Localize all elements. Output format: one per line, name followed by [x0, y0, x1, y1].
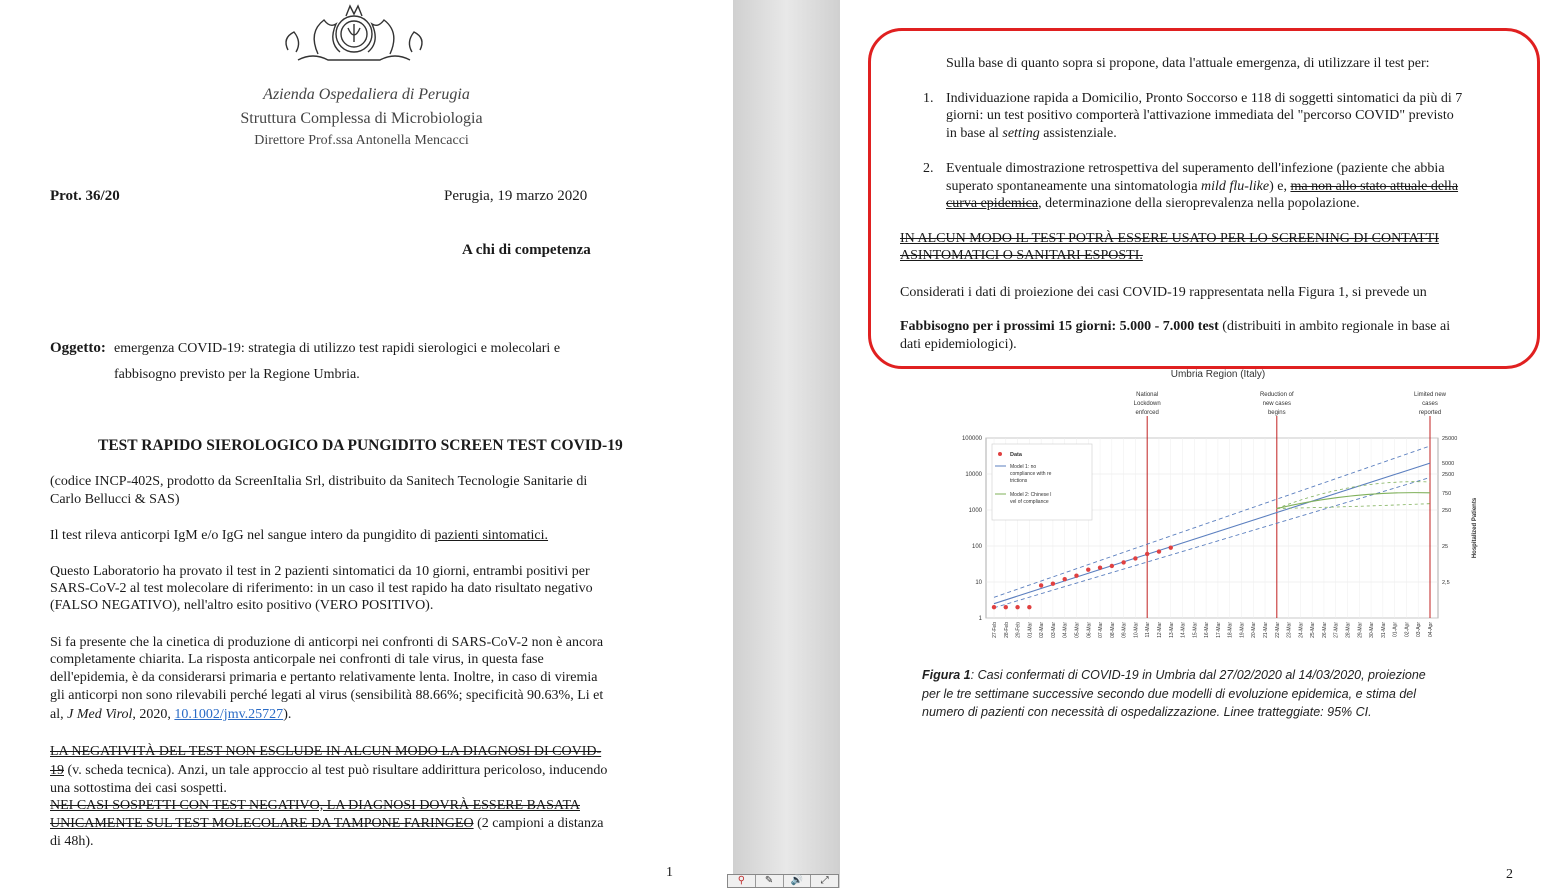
data-point — [1051, 581, 1055, 585]
hospital-crest-logo — [268, 2, 440, 68]
italic-text: setting — [1002, 126, 1040, 141]
data-point — [1027, 605, 1031, 609]
caption-label: Figura 1 — [922, 668, 971, 682]
data-point — [1086, 567, 1090, 571]
paragraph-line: Carlo Bellucci & SAS) — [50, 492, 180, 507]
legend-label: Model 1: no — [1010, 464, 1037, 470]
warning-line: IN ALCUN MODO IL TEST POTRÀ ESSERE USATO PER LO SCREENING DI CONTATTI — [900, 231, 1439, 246]
paragraph-line: (codice INCP-402S, prodotto da ScreenItalia Srl, distribuito da Sanitech Tecnologie Sanitarie di — [50, 474, 588, 489]
x-tick-label: 28-Feb — [1003, 622, 1010, 638]
y-tick-label: 10000 — [965, 472, 982, 478]
data-point — [1169, 545, 1173, 549]
right-tick-label: 25 — [1442, 544, 1449, 550]
x-tick-label: 28-Mar — [1345, 622, 1352, 638]
event-label: begins — [1267, 410, 1286, 416]
projection-text: Considerati i dati di proiezione dei casi COVID-19 rappresentata nella Figura 1, si prevede un — [900, 285, 1427, 300]
list-item-line — [946, 178, 1458, 196]
event-label: cases — [1422, 401, 1438, 407]
event-label: Lockdown — [1133, 401, 1161, 407]
subject-line: fabbisogno previsto per la Regione Umbria. — [114, 367, 360, 382]
paragraph-text: (2 campioni a distanza — [473, 816, 604, 831]
x-tick-label: 21-Mar — [1263, 622, 1270, 638]
x-tick-label: 04-Mar — [1062, 622, 1069, 638]
requirement-text: (distribuiti in ambito regionale in base ai — [1218, 319, 1451, 334]
x-tick-label: 03-Mar — [1050, 622, 1057, 638]
right-tick-label: 25000 — [1442, 436, 1458, 442]
chart-title: Umbria Region (Italy) — [1170, 369, 1266, 380]
list-item-line — [946, 125, 1117, 143]
list-item-text: , determinazione della sieroprevalenza nella popolazione. — [1038, 196, 1360, 211]
x-tick-label: 17-Mar — [1215, 622, 1222, 638]
page-number: 2 — [1506, 867, 1513, 882]
warning-line: LA NEGATIVITÀ DEL TEST NON ESCLUDE IN ALCUN MODO LA DIAGNOSI DI COVID- — [50, 744, 602, 759]
event-label: Reduction of — [1259, 392, 1294, 398]
department-name: Struttura Complessa di Microbiologia — [240, 110, 483, 127]
legend-label: trictions — [1010, 478, 1028, 484]
warning-line: ASINTOMATICI O SANITARI ESPOSTI. — [900, 248, 1143, 263]
x-tick-label: 29-Mar — [1357, 622, 1364, 638]
event-label: reported — [1418, 410, 1442, 416]
subject-label: Oggetto: — [50, 340, 106, 356]
paragraph-line: (FALSO NEGATIVO), nell'altro esito positivo (VERO POSITIVO). — [50, 598, 434, 613]
viewer-toolbar — [727, 874, 839, 888]
x-tick-label: 27-Mar — [1333, 622, 1340, 638]
place-date: Perugia, 19 marzo 2020 — [444, 188, 588, 204]
hospital-name: Azienda Ospedaliera di Perugia — [263, 86, 470, 103]
x-tick-label: 01-Mar — [1027, 622, 1034, 638]
struck-text: curva epidemica — [946, 196, 1039, 211]
caption-text: : Casi confermati di COVID-19 in Umbria dal 27/02/2020 al 14/03/2020, proiezione — [970, 668, 1426, 682]
subject-line: emergenza COVID-19: strategia di utilizzo test rapidi sierologici e molecolari e — [114, 341, 561, 356]
list-item-text: in base al — [946, 126, 1003, 141]
warning-text: UNICAMENTE SUL TEST MOLECOLARE DA TAMPONE FARINGEO — [50, 816, 474, 831]
paragraph-line: SARS-CoV-2 al test molecolare di riferimento: in un caso il test rapido ha dato risultato negativo — [50, 581, 593, 596]
x-tick-label: 01-Apr — [1392, 622, 1399, 638]
paragraph-line — [50, 762, 607, 780]
data-point — [1157, 549, 1161, 553]
journal-name: J Med Virol — [67, 707, 133, 722]
requirement-line: dati epidemiologici). — [900, 337, 1017, 352]
x-tick-label: 14-Mar — [1180, 622, 1187, 638]
data-point — [1110, 564, 1114, 568]
doi-link[interactable]: 10.1002/jmv.25727 — [174, 707, 284, 722]
paragraph-line — [50, 815, 603, 833]
x-tick-label: 18-Mar — [1227, 622, 1234, 638]
x-tick-label: 13-Mar — [1168, 622, 1175, 638]
legend-label: vel of compliance — [1010, 499, 1049, 505]
x-tick-label: 06-Mar — [1086, 622, 1093, 638]
recipient: A chi di competenza — [462, 242, 591, 258]
right-tick-label: 750 — [1442, 490, 1452, 497]
paragraph-line: completamente chiarita. La risposta anticorpale nei confronti di tale virus, in questa fase — [50, 652, 544, 667]
right-axis-label: Hospitalized Patients — [1472, 497, 1478, 559]
y-tick-label: 100000 — [961, 436, 982, 442]
warning-line: NEI CASI SOSPETTI CON TEST NEGATIVO, LA DIAGNOSI DOVRÀ ESSERE BASATA — [50, 798, 580, 813]
page-number: 1 — [666, 865, 673, 880]
list-item-line: Individuazione rapida a Domicilio, Pronto Soccorso e 118 di soggetti sintomatici da più di 7 — [946, 91, 1463, 106]
event-label: Limited new — [1413, 392, 1447, 398]
protocol-number: Prot. 36/20 — [50, 188, 120, 204]
page-gap — [733, 0, 840, 888]
paragraph-text: , 2020, — [132, 707, 175, 722]
data-point — [1133, 556, 1137, 560]
paragraph-line — [50, 706, 291, 724]
x-tick-label: 16-Mar — [1204, 622, 1211, 638]
director-name: Direttore Prof.ssa Antonella Mencacci — [254, 133, 469, 148]
list-item-line: Eventuale dimostrazione retrospettiva del superamento dell'infezione (paziente che abbia — [946, 161, 1445, 176]
x-tick-label: 11-Mar — [1145, 622, 1152, 638]
data-point — [992, 605, 996, 609]
document-page-2 — [840, 0, 1554, 888]
legend-label: Model 2: Chinese l — [1010, 492, 1052, 498]
pen-icon[interactable]: ✎ — [756, 875, 784, 887]
list-item-text: ) e, — [1269, 179, 1291, 194]
x-tick-label: 05-Mar — [1074, 622, 1081, 638]
warning-text: 19 — [50, 763, 64, 778]
data-point — [1039, 583, 1043, 587]
list-item-text: superato spontaneamente una sintomatologia — [946, 179, 1202, 194]
paragraph-text: (v. scheda tecnica). Anzi, un tale approccio al test può risultare addirittura pericoloso, inducendo — [64, 763, 608, 778]
x-tick-label: 26-Mar — [1321, 622, 1328, 638]
struck-text: ma non allo stato attuale della — [1290, 179, 1459, 194]
paragraph-line: gli anticorpi non sono rilevabili perché legati al virus (sensibilità 88.66%; specificità 90.63%, Li et — [50, 688, 604, 703]
section-title: TEST RAPIDO SIEROLOGICO DA PUNGIDITO SCREEN TEST COVID-19 — [98, 437, 623, 454]
event-label: enforced — [1135, 410, 1159, 416]
list-item-line: giorni: un test positivo comporterà l'attivazione immediata del "percorso COVID" previsto — [946, 108, 1454, 123]
document-page-1 — [0, 0, 733, 888]
paragraph-line — [50, 527, 548, 545]
x-tick-label: 04-Apr — [1428, 622, 1434, 638]
paragraph-line: Questo Laboratorio ha provato il test in 2 pazienti sintomatici da 10 giorni, entrambi positivi per — [50, 564, 590, 579]
x-tick-label: 29-Feb — [1015, 622, 1022, 638]
y-tick-label: 100 — [971, 544, 982, 550]
x-tick-label: 25-Mar — [1310, 622, 1317, 638]
x-tick-label: 24-Mar — [1298, 622, 1305, 638]
paragraph-text: al, — [50, 707, 68, 722]
data-point — [1063, 577, 1067, 581]
x-tick-label: 02-Apr — [1404, 622, 1411, 638]
data-point — [1145, 552, 1149, 556]
data-point — [1015, 605, 1019, 609]
list-number: 2. — [923, 161, 934, 176]
y-tick-label: 1000 — [968, 508, 982, 514]
intro-text: Sulla base di quanto sopra si propone, data l'attuale emergenza, di utilizzare il test per: — [946, 56, 1430, 71]
x-tick-label: 09-Mar — [1121, 622, 1128, 638]
x-tick-label: 27-Feb — [992, 622, 998, 638]
underlined-text: pazienti sintomatici. — [434, 528, 549, 543]
legend-label: compliance with re — [1010, 471, 1052, 477]
list-item-line — [946, 195, 1360, 213]
data-point — [1098, 565, 1102, 569]
x-tick-label: 03-Apr — [1416, 622, 1423, 638]
y-tick-label: 10 — [975, 580, 982, 586]
event-label: National — [1136, 392, 1159, 398]
right-tick-label: 250 — [1442, 508, 1452, 514]
x-tick-label: 10-Mar — [1133, 622, 1140, 638]
data-point — [1074, 573, 1078, 577]
right-tick-label: 2,5 — [1442, 580, 1450, 586]
requirement-bold: Fabbisogno per i prossimi 15 giorni: 5.000 - 7.000 test — [900, 319, 1219, 334]
x-tick-label: 30-Mar — [1369, 622, 1376, 638]
expand-icon[interactable]: ⤢ — [820, 875, 829, 886]
list-number: 1. — [923, 91, 934, 106]
italic-text: mild flu-like — [1201, 179, 1270, 194]
list-item-text: assistenziale. — [1039, 126, 1117, 141]
requirement-line — [900, 318, 1450, 336]
x-tick-label: 02-Mar — [1039, 622, 1046, 638]
figure-caption — [922, 666, 1426, 722]
caption-line: per le tre settimane successive secondo due modelli di evoluzione epidemica, e stima del — [922, 686, 1417, 701]
right-tick-label: 5000 — [1442, 461, 1455, 468]
x-tick-label: 08-Mar — [1109, 622, 1116, 638]
event-label: new cases — [1262, 401, 1291, 407]
projection-chart — [918, 368, 1478, 668]
x-tick-label: 23-Mar — [1286, 622, 1293, 638]
caption-line: numero di pazienti con necessità di ospedalizzazione. Linee tratteggiate: 95% CI. — [922, 705, 1372, 719]
paragraph-text: Il test rileva anticorpi IgM e/o IgG nel sangue intero da pungidito di — [50, 528, 435, 543]
paragraph-text: ). — [283, 707, 292, 722]
paragraph-line: di 48h). — [50, 834, 94, 849]
paragraph-line: dell'epidemia, è da considerarsi primaria e pertanto relativamente lenta. Inoltre, in caso di viremia — [50, 670, 598, 685]
paragraph-line: una sottostima dei casi sospetti. — [50, 781, 227, 796]
x-tick-label: 22-Mar — [1274, 622, 1281, 638]
caption-line — [922, 666, 1426, 685]
speaker-icon[interactable]: 🔊 — [784, 875, 812, 887]
data-point — [1121, 560, 1125, 564]
y-tick-label: 1 — [978, 616, 982, 622]
right-tick-label: 2500 — [1442, 472, 1455, 478]
data-point — [1004, 605, 1008, 609]
legend-box — [992, 444, 1092, 520]
x-tick-label: 19-Mar — [1239, 622, 1246, 638]
x-tick-label: 15-Mar — [1192, 622, 1199, 638]
x-tick-label: 07-Mar — [1098, 622, 1105, 638]
x-tick-label: 31-Mar — [1380, 622, 1387, 638]
paragraph-line: Si fa presente che la cinetica di produzione di anticorpi nei confronti di SARS-CoV-2 non è ancora — [50, 635, 604, 650]
x-tick-label: 20-Mar — [1251, 622, 1258, 638]
x-tick-label: 12-Mar — [1156, 622, 1163, 638]
legend-swatch — [998, 452, 1002, 456]
legend-label: Data — [1010, 452, 1022, 458]
search-icon[interactable]: ⚲ — [728, 875, 756, 887]
